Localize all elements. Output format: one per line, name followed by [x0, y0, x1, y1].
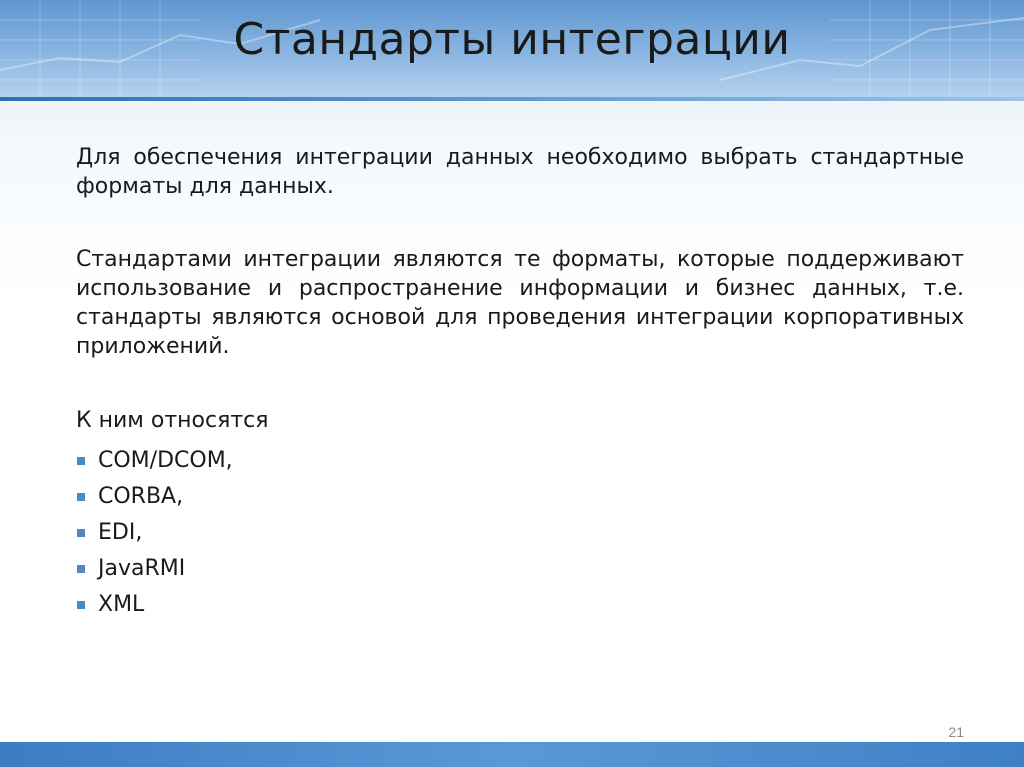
square-bullet-icon: [77, 493, 85, 501]
square-bullet-icon: [77, 529, 85, 537]
standards-list: [76, 443, 964, 623]
paragraph-1: Для обеспечения интеграции данных необходимо выбрать стандартные форматы для данных.: [76, 145, 964, 199]
list-item-label: EDI,: [98, 520, 143, 545]
list-item-label: JavaRMI: [98, 556, 186, 581]
list-intro: К ним относятся: [76, 408, 269, 433]
square-bullet-icon: [77, 457, 85, 465]
list-item: [76, 443, 964, 479]
footer-band: [0, 742, 1024, 767]
list-item-label: XML: [98, 592, 145, 617]
paragraph-2: Стандартами интеграции являются те форматы, которые поддерживают использование и распространение информации и бизнес данных, т.е. стандарты являются основой для проведения интеграции корпоративных приложений.: [76, 247, 964, 359]
list-item: [76, 479, 964, 515]
slide-content: [76, 143, 964, 623]
header-divider: [0, 97, 1024, 101]
list-item: [76, 587, 964, 623]
list-item: [76, 551, 964, 587]
list-item-label: COM/DCOM,: [98, 448, 233, 473]
list-item: [76, 515, 964, 551]
square-bullet-icon: [77, 565, 85, 573]
square-bullet-icon: [77, 601, 85, 609]
page-number: 21: [948, 724, 964, 740]
slide-title: Стандарты интеграции: [233, 14, 791, 65]
list-item-label: CORBA,: [98, 484, 184, 509]
